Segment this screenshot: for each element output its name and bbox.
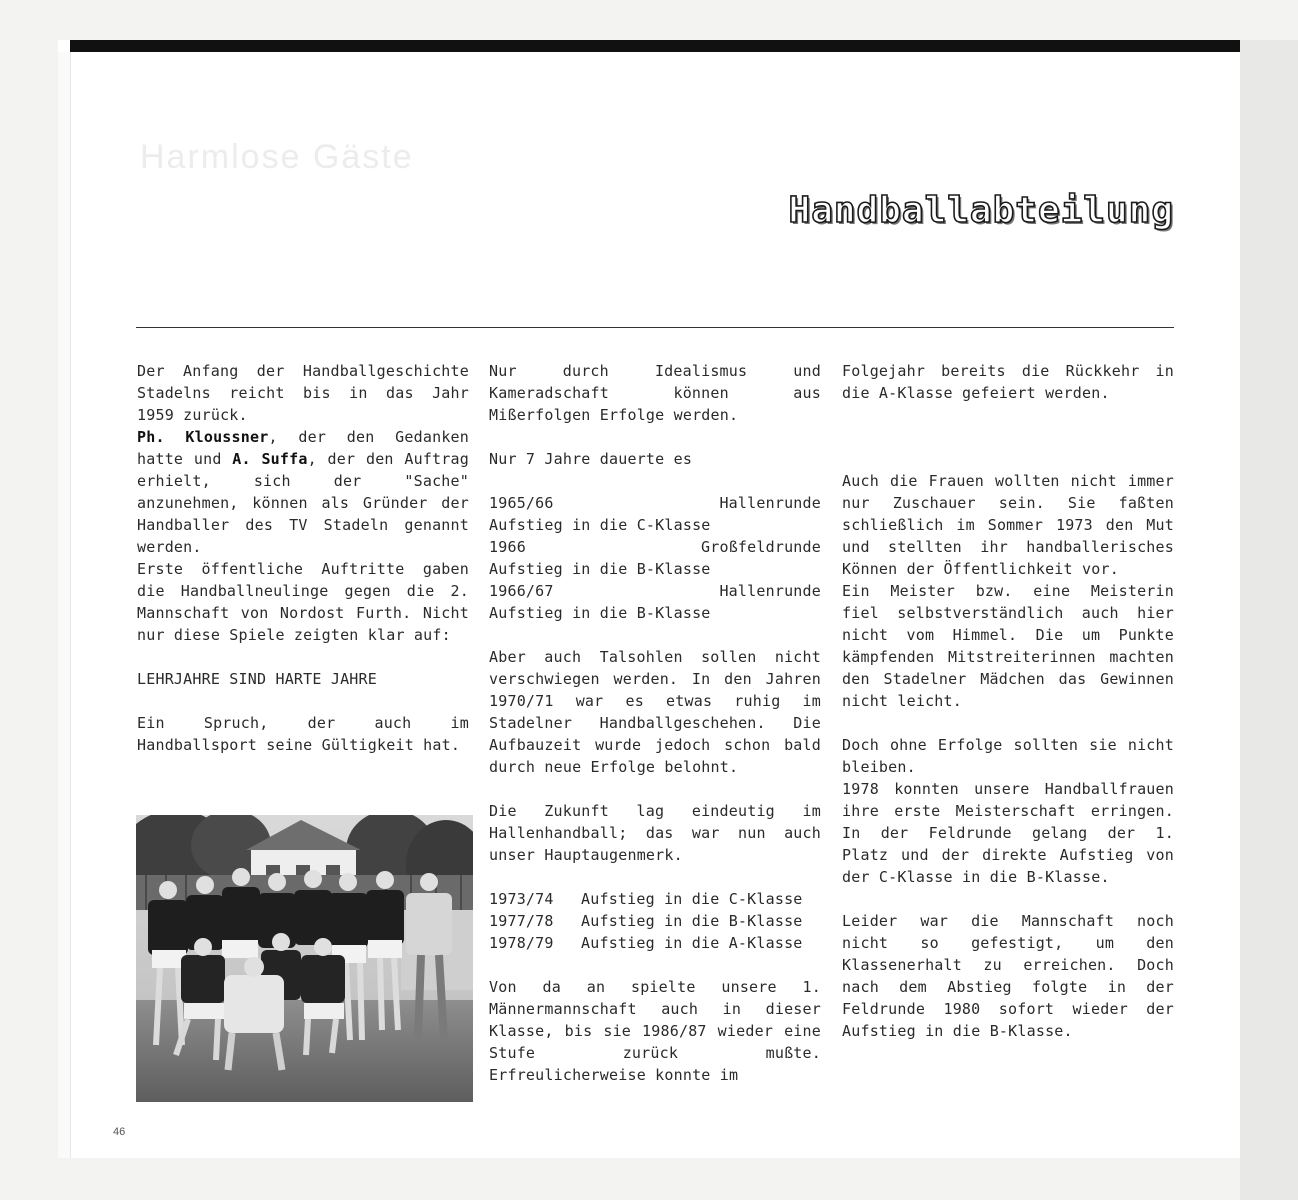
paragraph: Doch ohne Erfolge sollten sie nicht bleiben. bbox=[842, 736, 1174, 776]
page-title: Handballabteilung bbox=[788, 190, 1174, 231]
list-year: 1977/78 bbox=[489, 912, 554, 930]
list-year: 1973/74 bbox=[489, 890, 554, 908]
paragraph: Der Anfang der Handballgeschichte Stadelns reicht bis in das Jahr 1959 zurück. bbox=[137, 362, 469, 424]
paragraph: Auch die Frauen wollten nicht immer nur Zuschauer sein. Sie faßten schließlich im Sommer 1973 den Mut und stellten ihr handballerisches Können der Öffentlichkeit vor. bbox=[842, 472, 1174, 578]
left-margin-strip bbox=[58, 52, 71, 1158]
section-heading: LEHRJAHRE SIND HARTE JAHRE bbox=[137, 670, 377, 688]
paragraph: Ein Spruch, der auch im Handballsport seine Gültigkeit hat. bbox=[137, 714, 469, 754]
text-column-3 bbox=[842, 360, 1174, 1042]
team-photo bbox=[136, 815, 473, 1102]
season-result: Aufstieg in die B-Klasse bbox=[489, 560, 711, 578]
paragraph: Erste öffentliche Auftritte gaben die Handballneulinge gegen die 2. Mannschaft von Nordost Furth. Nicht nur diese Spiele zeigten klar auf: bbox=[137, 560, 469, 644]
text-column-1 bbox=[137, 360, 469, 756]
paragraph: Ein Meister bzw. eine Meisterin fiel selbstverständlich auch hier nicht vom Himmel. Die um Punkte kämpfenden Mitstreiterinnen machten den Stadelner Mädchen das Gewinnen nicht leicht. bbox=[842, 582, 1174, 710]
right-page-edge bbox=[1240, 40, 1298, 1200]
season-row: 1966/67 Hallenrunde bbox=[489, 582, 821, 600]
paragraph: Ph. Kloussner, der den Gedanken hatte und A. Suffa, der den Auftrag erhielt, sich der "Sache" anzunehmen, können als Gründer der Handballer des TV Stadeln genannt werden. bbox=[137, 428, 470, 556]
season-row: 1966 Großfeldrunde bbox=[489, 538, 821, 556]
season-result: Aufstieg in die C-Klasse bbox=[489, 516, 711, 534]
season-result: Aufstieg in die B-Klasse bbox=[489, 604, 711, 622]
page-number: 46 bbox=[113, 1126, 126, 1138]
paragraph: Nur durch Idealismus und Kameradschaft können aus Mißerfolgen Erfolge werden. bbox=[489, 362, 821, 424]
list-text: Aufstieg in die B-Klasse bbox=[581, 912, 803, 930]
show-through-title: Harmlose Gäste bbox=[140, 138, 414, 176]
paragraph: Die Zukunft lag eindeutig im Hallenhandball; das war nun auch unser Hauptaugenmerk. bbox=[489, 802, 821, 864]
list-year: 1978/79 bbox=[489, 934, 554, 952]
paragraph: Von da an spielte unsere 1. Männermannschaft auch in dieser Klasse, bis sie 1986/87 wieder eine Stufe zurück mußte. Erfreulicherweise konnte im bbox=[489, 978, 821, 1084]
founder-name: A. Suffa bbox=[232, 450, 308, 468]
season-list bbox=[489, 492, 821, 624]
paragraph: 1978 konnten unsere Handballfrauen ihre erste Meisterschaft erringen. In der Feldrunde gelang der 1. Platz und der direkte Aufstieg von der C-Klasse in die B-Klasse. bbox=[842, 780, 1174, 886]
paragraph: Folgejahr bereits die Rückkehr in die A-Klasse gefeiert werden. bbox=[842, 362, 1174, 402]
season-row: 1965/66 Hallenrunde bbox=[489, 494, 821, 512]
top-border-bar bbox=[70, 40, 1240, 52]
title-rule bbox=[136, 327, 1174, 328]
founder-name: Ph. Kloussner bbox=[137, 428, 269, 446]
promotion-list bbox=[489, 888, 821, 954]
list-text: Aufstieg in die A-Klasse bbox=[581, 934, 803, 952]
paragraph: Nur 7 Jahre dauerte es bbox=[489, 450, 693, 468]
text-column-2 bbox=[489, 360, 821, 1086]
paragraph: Leider war die Mannschaft noch nicht so gefestigt, um den Klassenerhalt zu erreichen. Doch nach dem Abstieg folgte in der Feldrunde 1980 sofort wieder der Aufstieg in die B-Klasse. bbox=[842, 912, 1174, 1040]
paragraph: Aber auch Talsohlen sollen nicht verschwiegen werden. In den Jahren 1970/71 war es etwas ruhig im Stadelner Handballgeschehen. Die Aufbauzeit wurde jedoch schon bald durch neue Erfolge belohnt. bbox=[489, 648, 821, 776]
list-text: Aufstieg in die C-Klasse bbox=[581, 890, 803, 908]
